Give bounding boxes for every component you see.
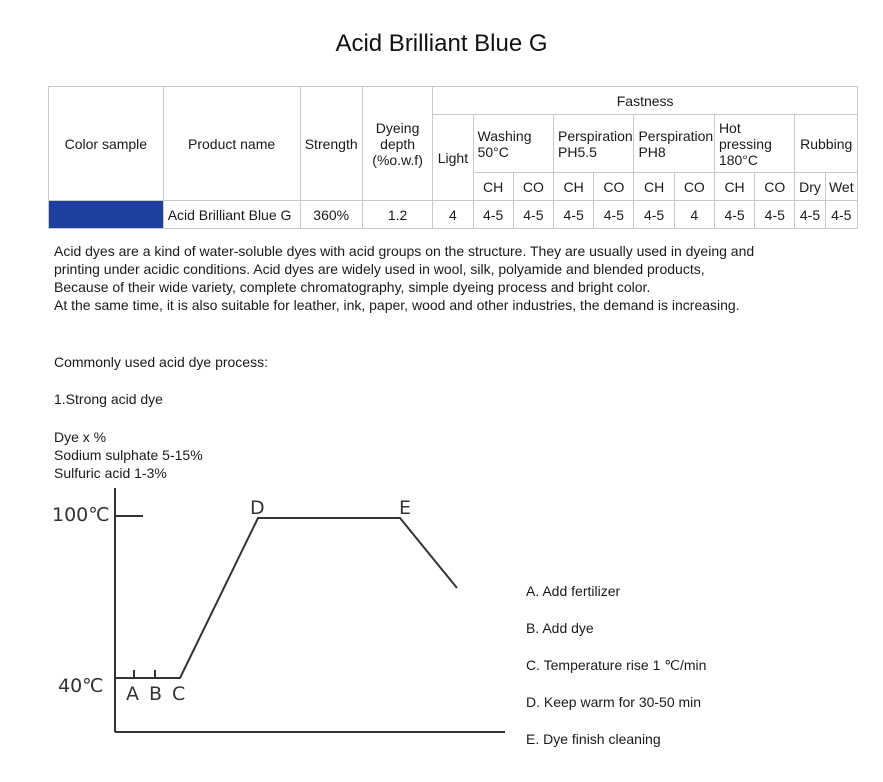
point-label-e: E: [399, 497, 412, 519]
cell-hot-ch: 4-5: [714, 201, 754, 229]
recipe-line: Dye x %: [54, 429, 107, 445]
cell-rub-wet: 4-5: [825, 201, 857, 229]
point-label-a: A: [126, 683, 139, 705]
header-perspiration-acid: Perspiration PH5.5: [554, 115, 634, 173]
legend-item-c: C. Temperature rise 1 ℃/min: [526, 657, 707, 673]
cell-persp-alk-ch: 4-5: [634, 201, 674, 229]
y-label-low: 40℃: [58, 675, 104, 697]
header-rubbing: Rubbing: [795, 115, 858, 173]
cell-washing-co: 4-5: [513, 201, 553, 229]
header-persp-acid-ch: CH: [554, 173, 594, 201]
description-line: Acid dyes are a kind of water-soluble dyes with acid groups on the structure. They are usually used in dyeing and: [54, 243, 755, 259]
description-line: At the same time, it is also suitable for leather, ink, paper, wood and other industries, the demand is increasing.: [54, 297, 740, 313]
dyeing-process-diagram: [0, 480, 520, 750]
process-name: 1.Strong acid dye: [54, 391, 163, 407]
header-light: Light: [433, 115, 473, 201]
header-rub-dry: Dry: [795, 173, 825, 201]
page-title: Acid Brilliant Blue G: [335, 30, 548, 57]
header-hot-ch: CH: [714, 173, 754, 201]
header-hot-pressing: Hot pressing 180°C: [714, 115, 794, 173]
point-label-c: C: [172, 683, 186, 705]
color-swatch: [49, 201, 164, 229]
description: [54, 242, 854, 314]
recipe-line: Sodium sulphate 5-15%: [54, 447, 203, 463]
cell-strength: 360%: [300, 201, 362, 229]
cell-light: 4: [433, 201, 473, 229]
cell-product-name: Acid Brilliant Blue G: [163, 201, 300, 229]
header-persp-acid-co: CO: [594, 173, 634, 201]
header-washing-ch: CH: [473, 173, 513, 201]
y-label-high: 100℃: [52, 504, 110, 526]
description-line: printing under acidic conditions. Acid dyes are widely used in wool, silk, polyamide and blended products,: [54, 261, 705, 277]
table-row: [49, 201, 858, 229]
header-persp-alk-co: CO: [674, 173, 714, 201]
legend-item-e: E. Dye finish cleaning: [526, 731, 661, 747]
header-hot-co: CO: [755, 173, 795, 201]
header-washing-co: CO: [513, 173, 553, 201]
header-rub-wet: Wet: [825, 173, 857, 201]
point-label-b: B: [149, 683, 163, 705]
point-label-d: D: [250, 497, 265, 519]
header-fastness: Fastness: [433, 87, 858, 115]
recipe-line: Sulfuric acid 1-3%: [54, 465, 167, 481]
header-persp-alk-ch: CH: [634, 173, 674, 201]
cell-washing-ch: 4-5: [473, 201, 513, 229]
cell-persp-alk-co: 4: [674, 201, 714, 229]
legend-item-a: A. Add fertilizer: [526, 583, 621, 599]
cell-hot-co: 4-5: [755, 201, 795, 229]
header-dyeing-depth: Dyeing depth (%o.w.f): [362, 87, 432, 201]
cell-persp-acid-co: 4-5: [594, 201, 634, 229]
cell-persp-acid-ch: 4-5: [554, 201, 594, 229]
legend-item-d: D. Keep warm for 30-50 min: [526, 694, 702, 710]
cell-rub-dry: 4-5: [795, 201, 825, 229]
header-washing: Washing 50°C: [473, 115, 553, 173]
header-strength: Strength: [300, 87, 362, 201]
description-line: Because of their wide variety, complete chromatography, simple dyeing process and bright color.: [54, 279, 651, 295]
header-perspiration-alk: Perspiration PH8: [634, 115, 714, 173]
process-heading: Commonly used acid dye process:: [54, 354, 268, 370]
legend-item-b: B. Add dye: [526, 620, 594, 636]
fastness-table: [48, 86, 858, 229]
header-product-name: Product name: [163, 87, 300, 201]
cell-dyeing-depth: 1.2: [362, 201, 432, 229]
header-color-sample: Color sample: [49, 87, 164, 201]
temperature-curve: [115, 518, 457, 678]
